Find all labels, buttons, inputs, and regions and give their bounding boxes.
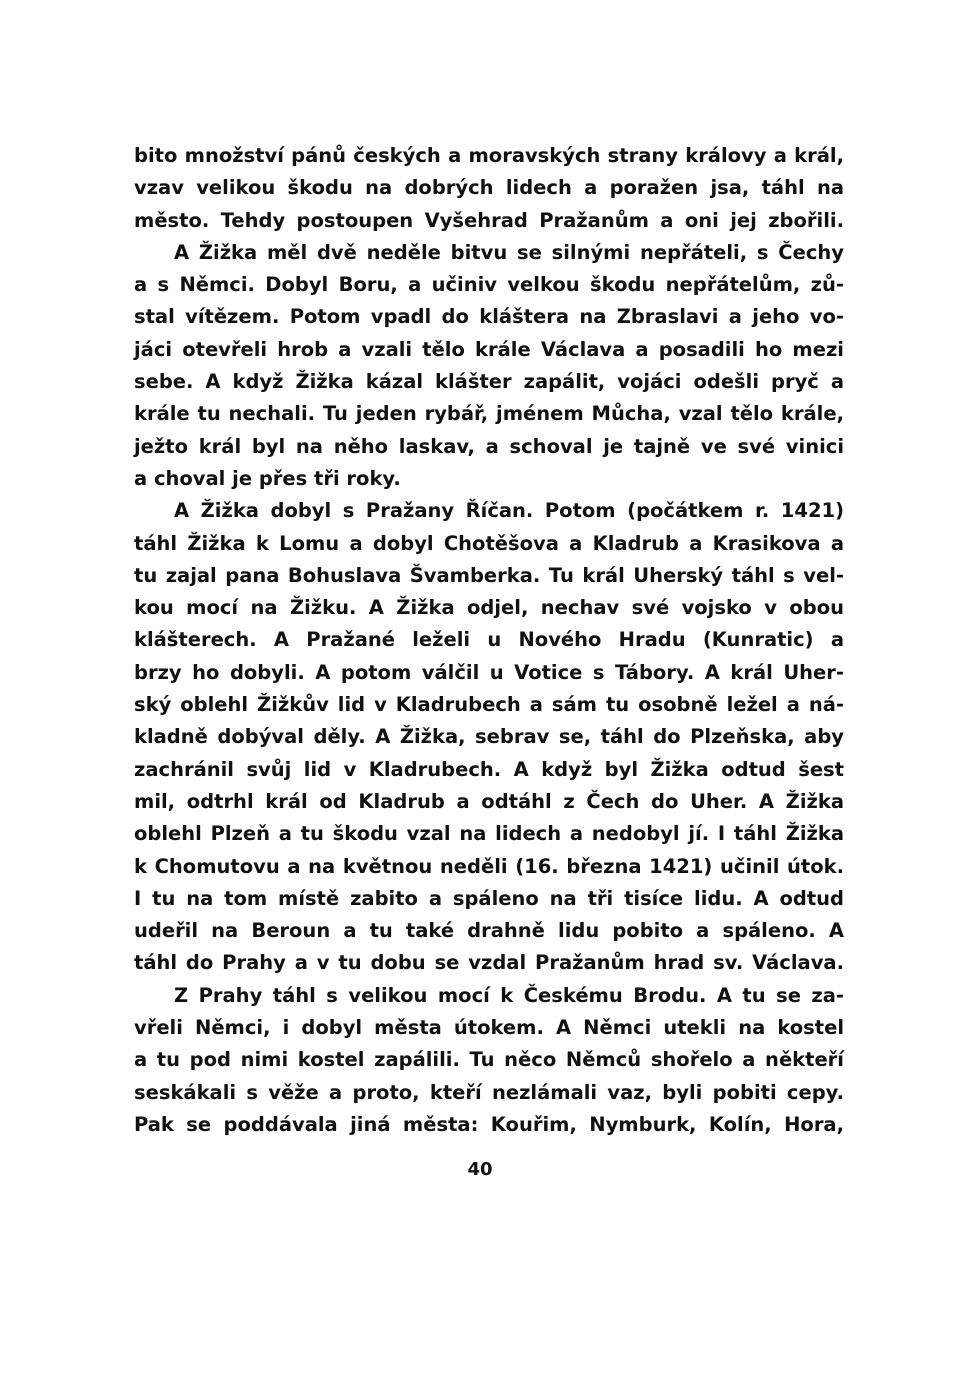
text-line: bito množství pánů českých a moravských strany královy a král,: [134, 144, 844, 167]
text-line: a s Němci. Dobyl Boru, a učiniv velkou škodu nepřátelům, zů-: [134, 273, 844, 297]
text-line: seskákali s věže a proto, kteří nezlámali vaz, byli pobiti cepy.: [134, 1080, 844, 1104]
text-line: město. Tehdy postoupen Vyšehrad Pražanům a oni jej zbořili.: [134, 208, 844, 232]
text-line: oblehl Plzeň a tu škodu vzal na lidech a nedobyl jí. I táhl Žižka: [134, 822, 844, 846]
text-line: táhl do Prahy a v tu dobu se vzdal Pražanům hrad sv. Václava.: [134, 951, 844, 975]
text-line: sebe. A když Žižka kázal klášter zapálit, vojáci odešli pryč a: [134, 370, 844, 394]
page-number: 40: [467, 1159, 493, 1180]
text-line: Z Prahy táhl s velikou mocí k Českému Brodu. A tu se za-: [174, 983, 844, 1007]
text-line: vřeli Němci, i dobyl města útokem. A Němci utekli na kostel: [134, 1016, 844, 1040]
text-line: a choval je přes tři roky.: [134, 466, 401, 490]
text-line: stal vítězem. Potom vpadl do kláštera na Zbraslavi a jeho vo-: [134, 305, 844, 329]
text-line: udeřil na Beroun a tu také drahně lidu pobito a spáleno. A: [134, 919, 844, 943]
text-line: a tu pod nimi kostel zapálili. Tu něco Němců shořelo a někteří: [134, 1048, 844, 1072]
text-line: tu zajal pana Bohuslava Švamberka. Tu král Uherský táhl s vel-: [134, 563, 844, 587]
text-line: brzy ho dobyli. A potom válčil u Votice s Tábory. A král Uher-: [134, 660, 844, 684]
body-text: [134, 140, 844, 1141]
text-line: krále tu nechali. Tu jeden rybář, jménem Můcha, vzal tělo krále,: [134, 402, 844, 426]
text-line: ský oblehl Žižkův lid v Kladrubech a sám tu osobně ležel a ná-: [134, 693, 844, 717]
text-line: táhl Žižka k Lomu a dobyl Chotěšova a Kladrub a Krasikova a: [134, 531, 844, 555]
text-line: A Žižka dobyl s Pražany Říčan. Potom (počátkem r. 1421): [174, 499, 844, 523]
text-line: jáci otevřeli hrob a vzali tělo krále Václava a posadili ho mezi: [134, 337, 844, 361]
text-line: ježto král byl na něho laskav, a schoval je tajně ve své vinici: [134, 434, 844, 458]
text-line: mil, odtrhl král od Kladrub a odtáhl z Čech do Uher. A Žižka: [134, 789, 844, 813]
text-line: kladně dobýval děly. A Žižka, sebrav se, táhl do Plzeňska, aby: [134, 725, 844, 749]
text-line: k Chomutovu a na květnou neděli (16. března 1421) učinil útok.: [134, 854, 844, 878]
text-line: I tu na tom místě zabito a spáleno na tři tisíce lidu. A odtud: [134, 886, 844, 910]
text-line: zachránil svůj lid v Kladrubech. A když byl Žižka odtud šest: [134, 757, 844, 781]
text-line: klášterech. A Pražané leželi u Nového Hradu (Kunratic) a: [134, 628, 844, 652]
text-line: kou mocí na Žižku. A Žižka odjel, nechav své vojsko v obou: [134, 596, 844, 620]
text-line: Pak se poddávala jiná města: Kouřim, Nymburk, Kolín, Hora,: [134, 1112, 844, 1136]
text-line: A Žižka měl dvě neděle bitvu se silnými nepřáteli, s Čechy: [174, 240, 844, 264]
text-line: vzav velikou škodu na dobrých lidech a poražen jsa, táhl na: [134, 176, 844, 200]
